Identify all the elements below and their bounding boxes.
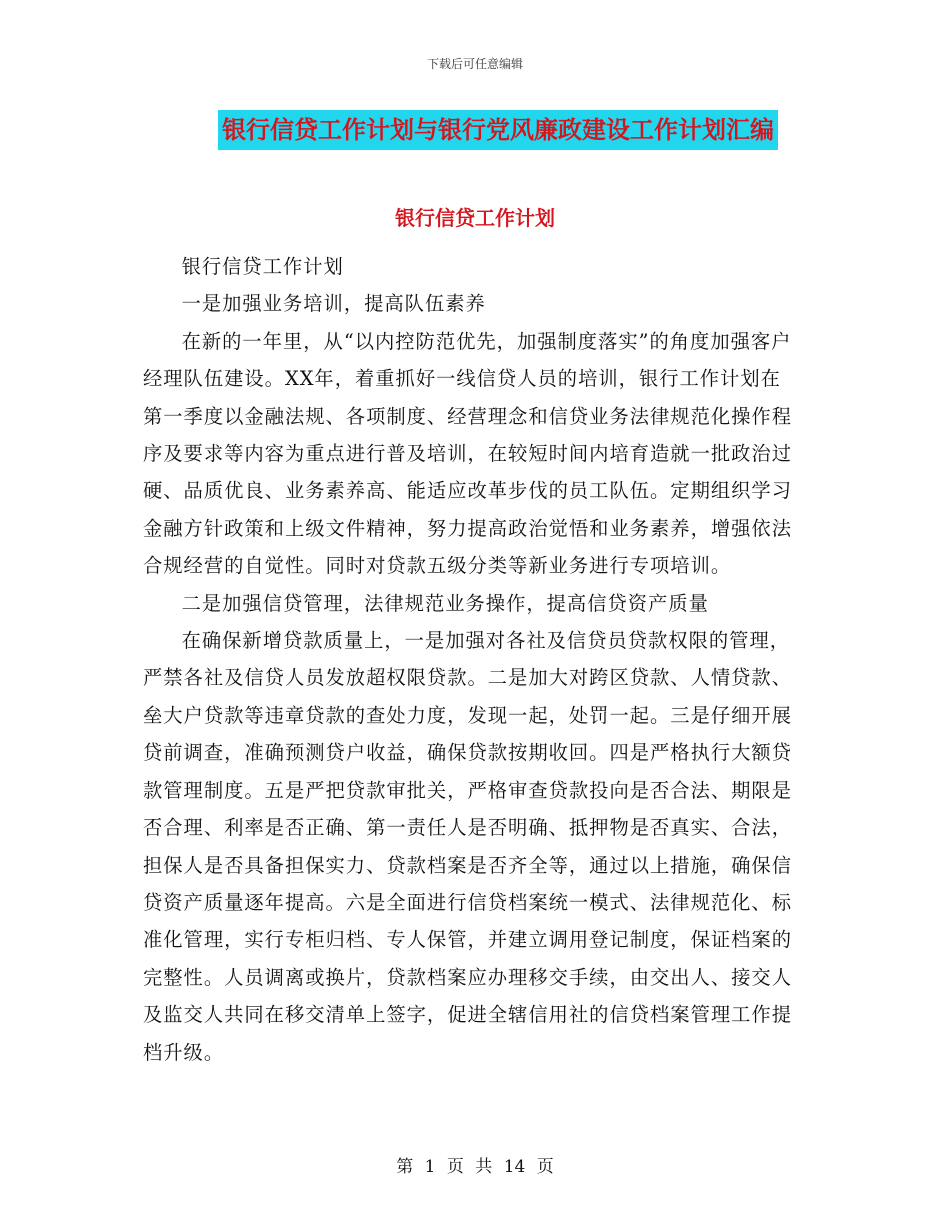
document-title-wrap xyxy=(0,110,950,150)
paragraph: 在新的一年里，从“以内控防范优先，加强制度落实”的角度加强客户经理队伍建设。XX年，着重抓好一线信贷人员的培训，银行工作计划在第一季度以金融法规、各项制度、经营理念和信贷业务法律规范化操作程序及要求等内容为重点进行普及培训，在较短时间内培育造就一批政治过硬、品质优良、业务素养高、能适应改革步伐的员工队伍。定期组织学习金融方针政策和上级文件精神，努力提高政治觉悟和业务素养，增强依法合规经营的自觉性。同时对贷款五级分类等新业务进行专项培训。 xyxy=(143,329,792,578)
paragraph: 在确保新增贷款质量上，一是加强对各社及信贷员贷款权限的管理，严禁各社及信贷人员发放超权限贷款。二是加大对跨区贷款、人情贷款、垒大户贷款等违章贷款的查处力度，发现一起，处罚一起。三是仔细开展贷前调查，准确预测贷户收益，确保贷款按期收回。四是严格执行大额贷款管理制度。五是严把贷款审批关，严格审查贷款投向是否合法、期限是否合理、利率是否正确、第一责任人是否明确、抵押物是否真实、合法，担保人是否具备担保实力、贷款档案是否齐全等，通过以上措施，确保信贷资产质量逐年提高。六是全面进行信贷档案统一模式、法律规范化、标准化管理，实行专柜归档、专人保管，并建立调用登记制度，保证档案的完整性。人员调离或换片，贷款档案应办理移交手续，由交出人、接交人及监交人共同在移交清单上签字，促进全辖信用社的信贷档案管理工作提档升级。 xyxy=(143,629,792,1064)
paragraph: 银行信贷工作计划 xyxy=(181,255,344,278)
page-footer: 第 1 页 共 14 页 xyxy=(396,1157,554,1177)
document-title: 银行信贷工作计划与银行党风廉政建设工作计划汇编 xyxy=(218,110,778,150)
paragraph: 二是加强信贷管理，法律规范业务操作，提高信贷资产质量 xyxy=(181,591,709,615)
section-title: 银行信贷工作计划 xyxy=(395,206,555,230)
header-note: 下载后可任意编辑 xyxy=(426,57,523,71)
paragraph: 一是加强业务培训，提高队伍素养 xyxy=(181,292,486,316)
document-body xyxy=(143,248,798,1071)
